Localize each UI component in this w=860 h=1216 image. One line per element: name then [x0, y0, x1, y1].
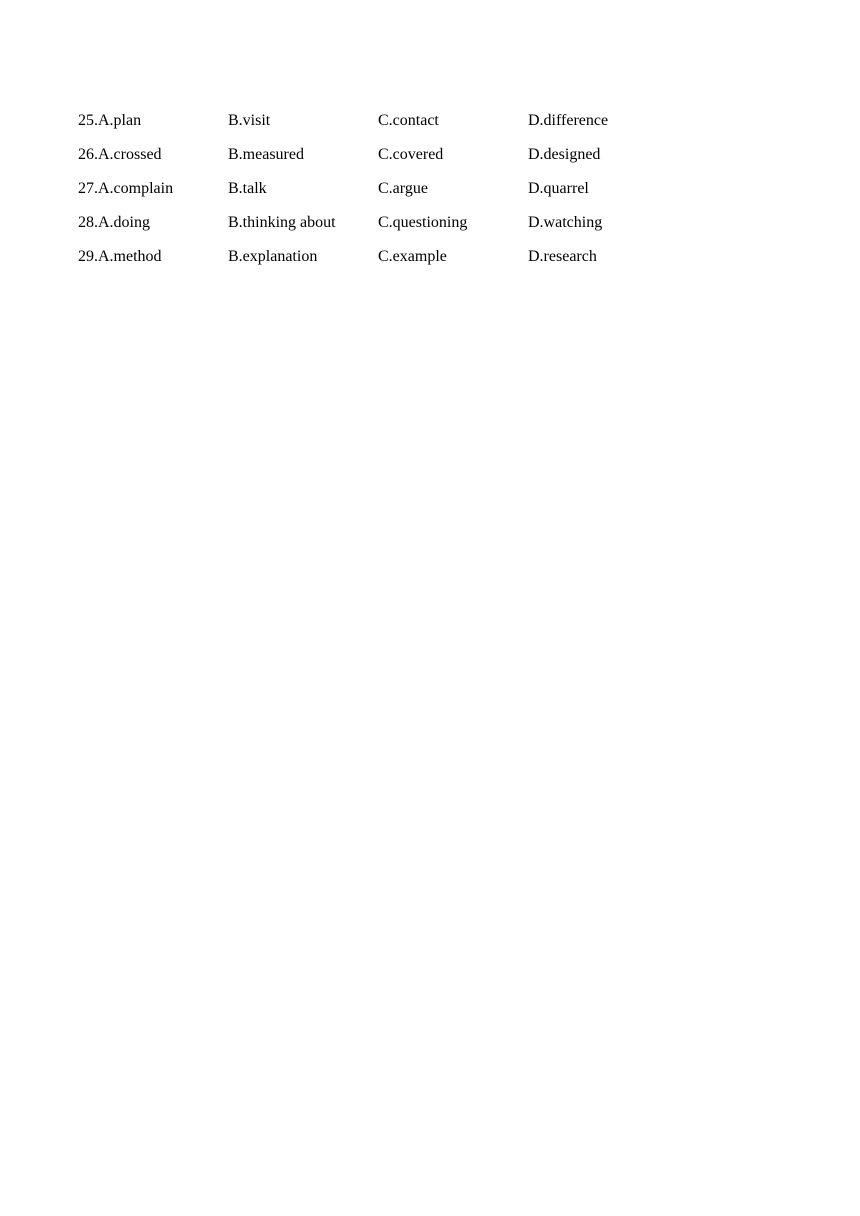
option-b: B.explanation	[228, 248, 318, 265]
option-c: C.argue	[378, 180, 428, 197]
question-list	[78, 111, 778, 281]
option-c: C.example	[378, 248, 447, 265]
option-b: B.talk	[228, 180, 267, 197]
option-d: D.quarrel	[528, 180, 589, 197]
option-c: C.covered	[378, 146, 444, 163]
question-row	[78, 247, 778, 281]
question-row	[78, 145, 778, 179]
option-a: 25.A.plan	[78, 112, 142, 129]
option-d: D.designed	[528, 146, 601, 163]
option-c: C.contact	[378, 112, 439, 129]
option-b: B.thinking about	[228, 214, 336, 231]
option-d: D.research	[528, 248, 597, 265]
option-a: 27.A.complain	[78, 180, 174, 197]
question-row	[78, 213, 778, 247]
option-a: 29.A.method	[78, 248, 162, 265]
option-a: 26.A.crossed	[78, 146, 162, 163]
option-b: B.measured	[228, 146, 304, 163]
option-d: D.watching	[528, 214, 603, 231]
option-b: B.visit	[228, 112, 271, 129]
question-row	[78, 179, 778, 213]
option-c: C.questioning	[378, 214, 468, 231]
question-row	[78, 111, 778, 145]
option-d: D.difference	[528, 112, 609, 129]
option-a: 28.A.doing	[78, 214, 150, 231]
